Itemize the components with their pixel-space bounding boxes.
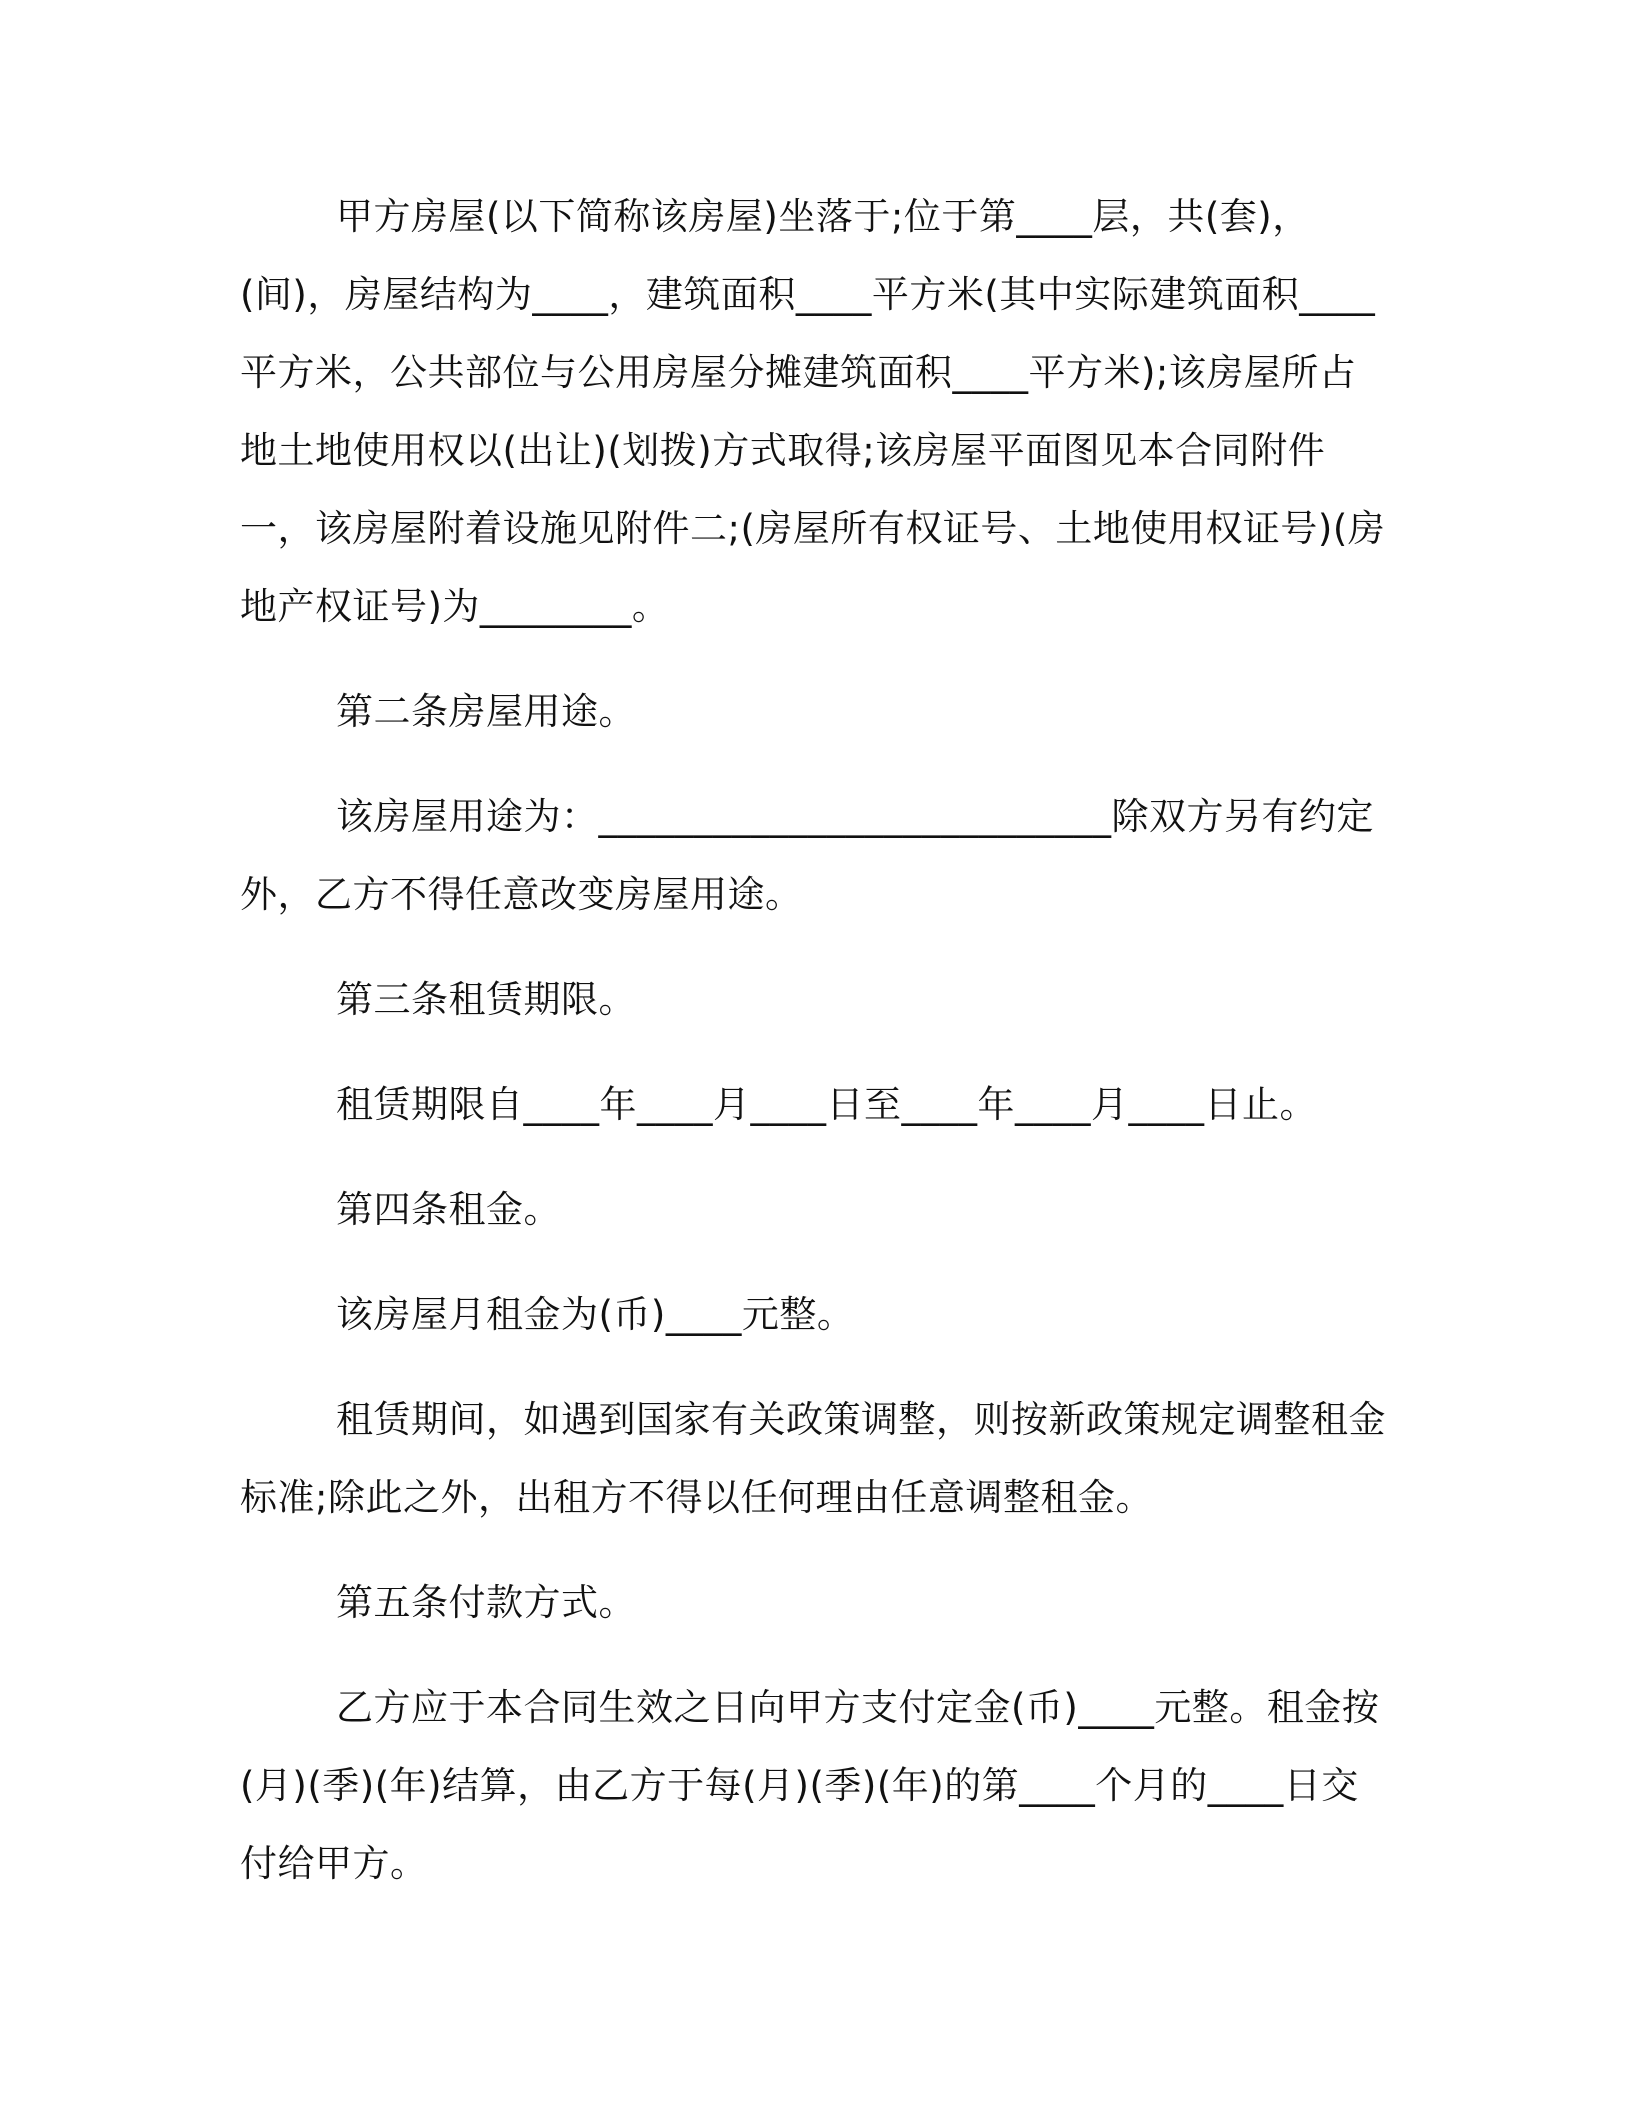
heading-article-4-rent: 第四条租金。: [336, 1188, 561, 1231]
paragraph-property-description: 甲方房屋(以下简称该房屋)坐落于;位于第____层，共(套)，(间)，房屋结构为____，建筑面积____平方米(其中实际建筑面积____平方米，公共部位与公用房屋分摊建筑面积____平方米);该房屋所占地土地使用权以(出让)(划拨)方式取得;该房屋平面图见本合同附件一，该房屋附着设施见附件二;(房屋所有权证号、土地使用权证号)(房地产权证号)为________。: [240, 195, 1386, 628]
document-body: [240, 178, 1390, 1903]
paragraph-property-use: 该房屋用途为：___________________________除双方另有约定外，乙方不得任意改变房屋用途。: [240, 795, 1374, 916]
heading-article-3-lease-term: 第三条租赁期限。: [336, 978, 636, 1021]
paragraph-lease-term: 租赁期限自____年____月____日至____年____月____日止。: [336, 1083, 1317, 1126]
paragraph-rent-adjustment: 租赁期间，如遇到国家有关政策调整，则按新政策规定调整租金标准;除此之外，出租方不得以任何理由任意调整租金。: [240, 1398, 1386, 1519]
paragraph-payment-method: 乙方应于本合同生效之日向甲方支付定金(币)____元整。租金按(月)(季)(年)结算，由乙方于每(月)(季)(年)的第____个月的____日交付给甲方。: [240, 1686, 1380, 1885]
heading-article-2-property-use: 第二条房屋用途。: [336, 690, 636, 733]
heading-article-5-payment-method: 第五条付款方式。: [336, 1581, 636, 1624]
paragraph-monthly-rent: 该房屋月租金为(币)____元整。: [336, 1293, 855, 1336]
